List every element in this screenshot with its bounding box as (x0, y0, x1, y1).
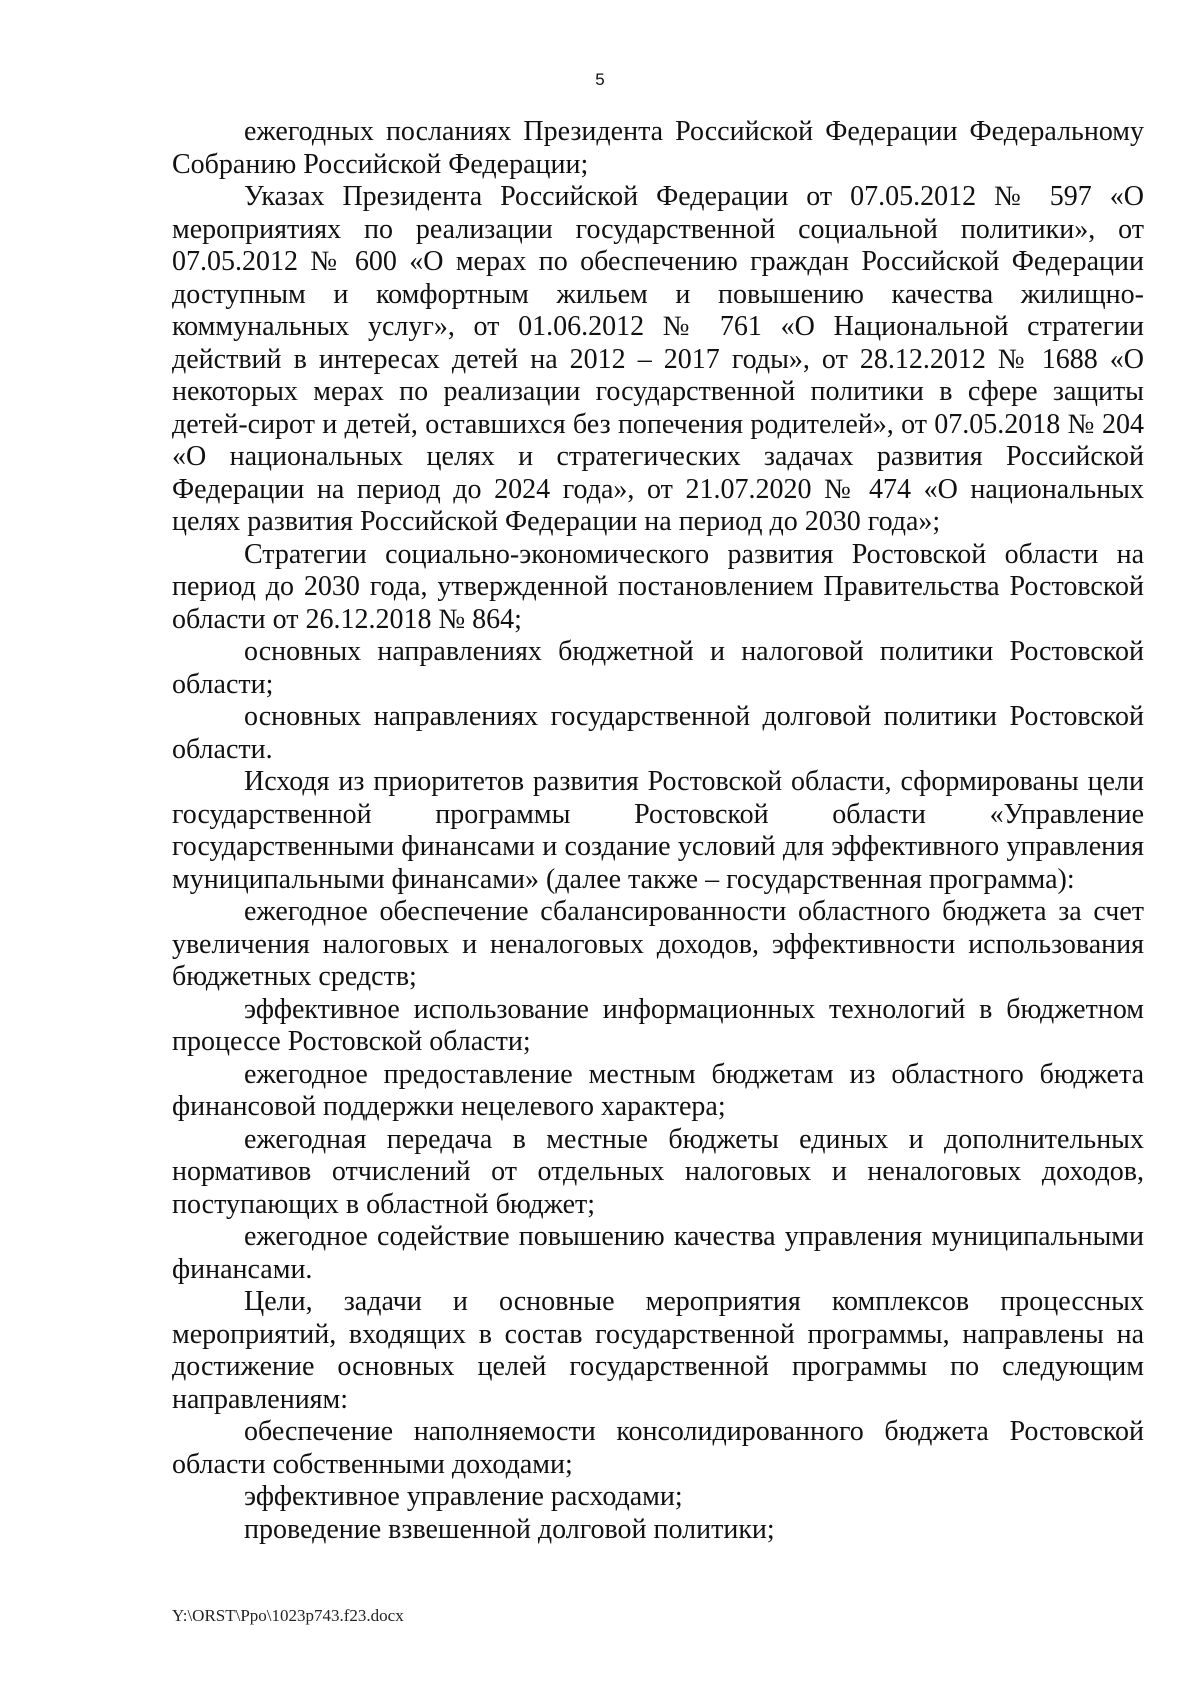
paragraph: ежегодных посланиях Президента Российской Федерации Федеральному Собранию Российской Федерации; (172, 116, 1144, 180)
paragraph: основных направлениях бюджетной и налоговой политики Ростовской области; (172, 636, 1144, 700)
paragraph: ежегодное содействие повышению качества управления муниципальными финансами. (172, 1221, 1144, 1285)
paragraph: Цели, задачи и основные мероприятия комплексов процессных мероприятий, входящих в состав государственной программы, направлены на достижение основных целей государственной программы по следующим направлениям: (172, 1286, 1144, 1415)
paragraph: основных направлениях государственной долговой политики Ростовской области. (172, 701, 1144, 765)
paragraph: Указах Президента Российской Федерации от 07.05.2012 № 597 «О мероприятиях по реализации государственной социальной политики», от 07.05.2012 № 600 «О мерах по обеспечению граждан Российской Федерации доступным и комфортным жильем и повышению качества жилищно-коммунальных услуг», от 01.06.2012 № 761 «О Национальной стратегии действий в интересах детей на 2012 – 2017 годы», от 28.12.2012 № 1688 «О некоторых мерах по реализации государственной политики в сфере защиты детей-сирот и детей, оставшихся без попечения родителей», от 07.05.2018 № 204 «О национальных целях и стратегических задачах развития Российской Федерации на период до 2024 года», от 21.07.2020 № 474 «О национальных целях развития Российской Федерации на период до 2030 года»; (172, 181, 1144, 537)
paragraph: Исходя из приоритетов развития Ростовской области, сформированы цели государственной программы Ростовской области «Управление государственными финансами и создание условий для эффективного управления муниципальными финансами» (далее также – государственная программа): (172, 766, 1144, 895)
paragraph: ежегодное обеспечение сбалансированности областного бюджета за счет увеличения налоговых и неналоговых доходов, эффективности использования бюджетных средств; (172, 896, 1144, 992)
footer-file-path: Y:\ORST\Ppo\1023p743.f23.docx (172, 1606, 404, 1625)
paragraph: ежегодное предоставление местным бюджетам из областного бюджета финансовой поддержки нецелевого характера; (172, 1058, 1144, 1122)
paragraph: обеспечение наполняемости консолидированного бюджета Ростовской области собственными доходами; (172, 1416, 1144, 1480)
paragraph: эффективное управление расходами; (244, 1481, 683, 1512)
paragraph: эффективное использование информационных технологий в бюджетном процессе Ростовской области; (172, 993, 1144, 1057)
page-number: 5 (595, 70, 605, 89)
document-body (172, 116, 1144, 1546)
paragraph: проведение взвешенной долговой политики; (244, 1513, 775, 1545)
paragraph: ежегодная передача в местные бюджеты единых и дополнительных нормативов отчислений от отдельных налоговых и неналоговых доходов, поступающих в областной бюджет; (172, 1123, 1144, 1220)
paragraph: Стратегии социально-экономического развития Ростовской области на период до 2030 года, утвержденной постановлением Правительства Ростовской области от 26.12.2018 № 864; (172, 538, 1144, 635)
